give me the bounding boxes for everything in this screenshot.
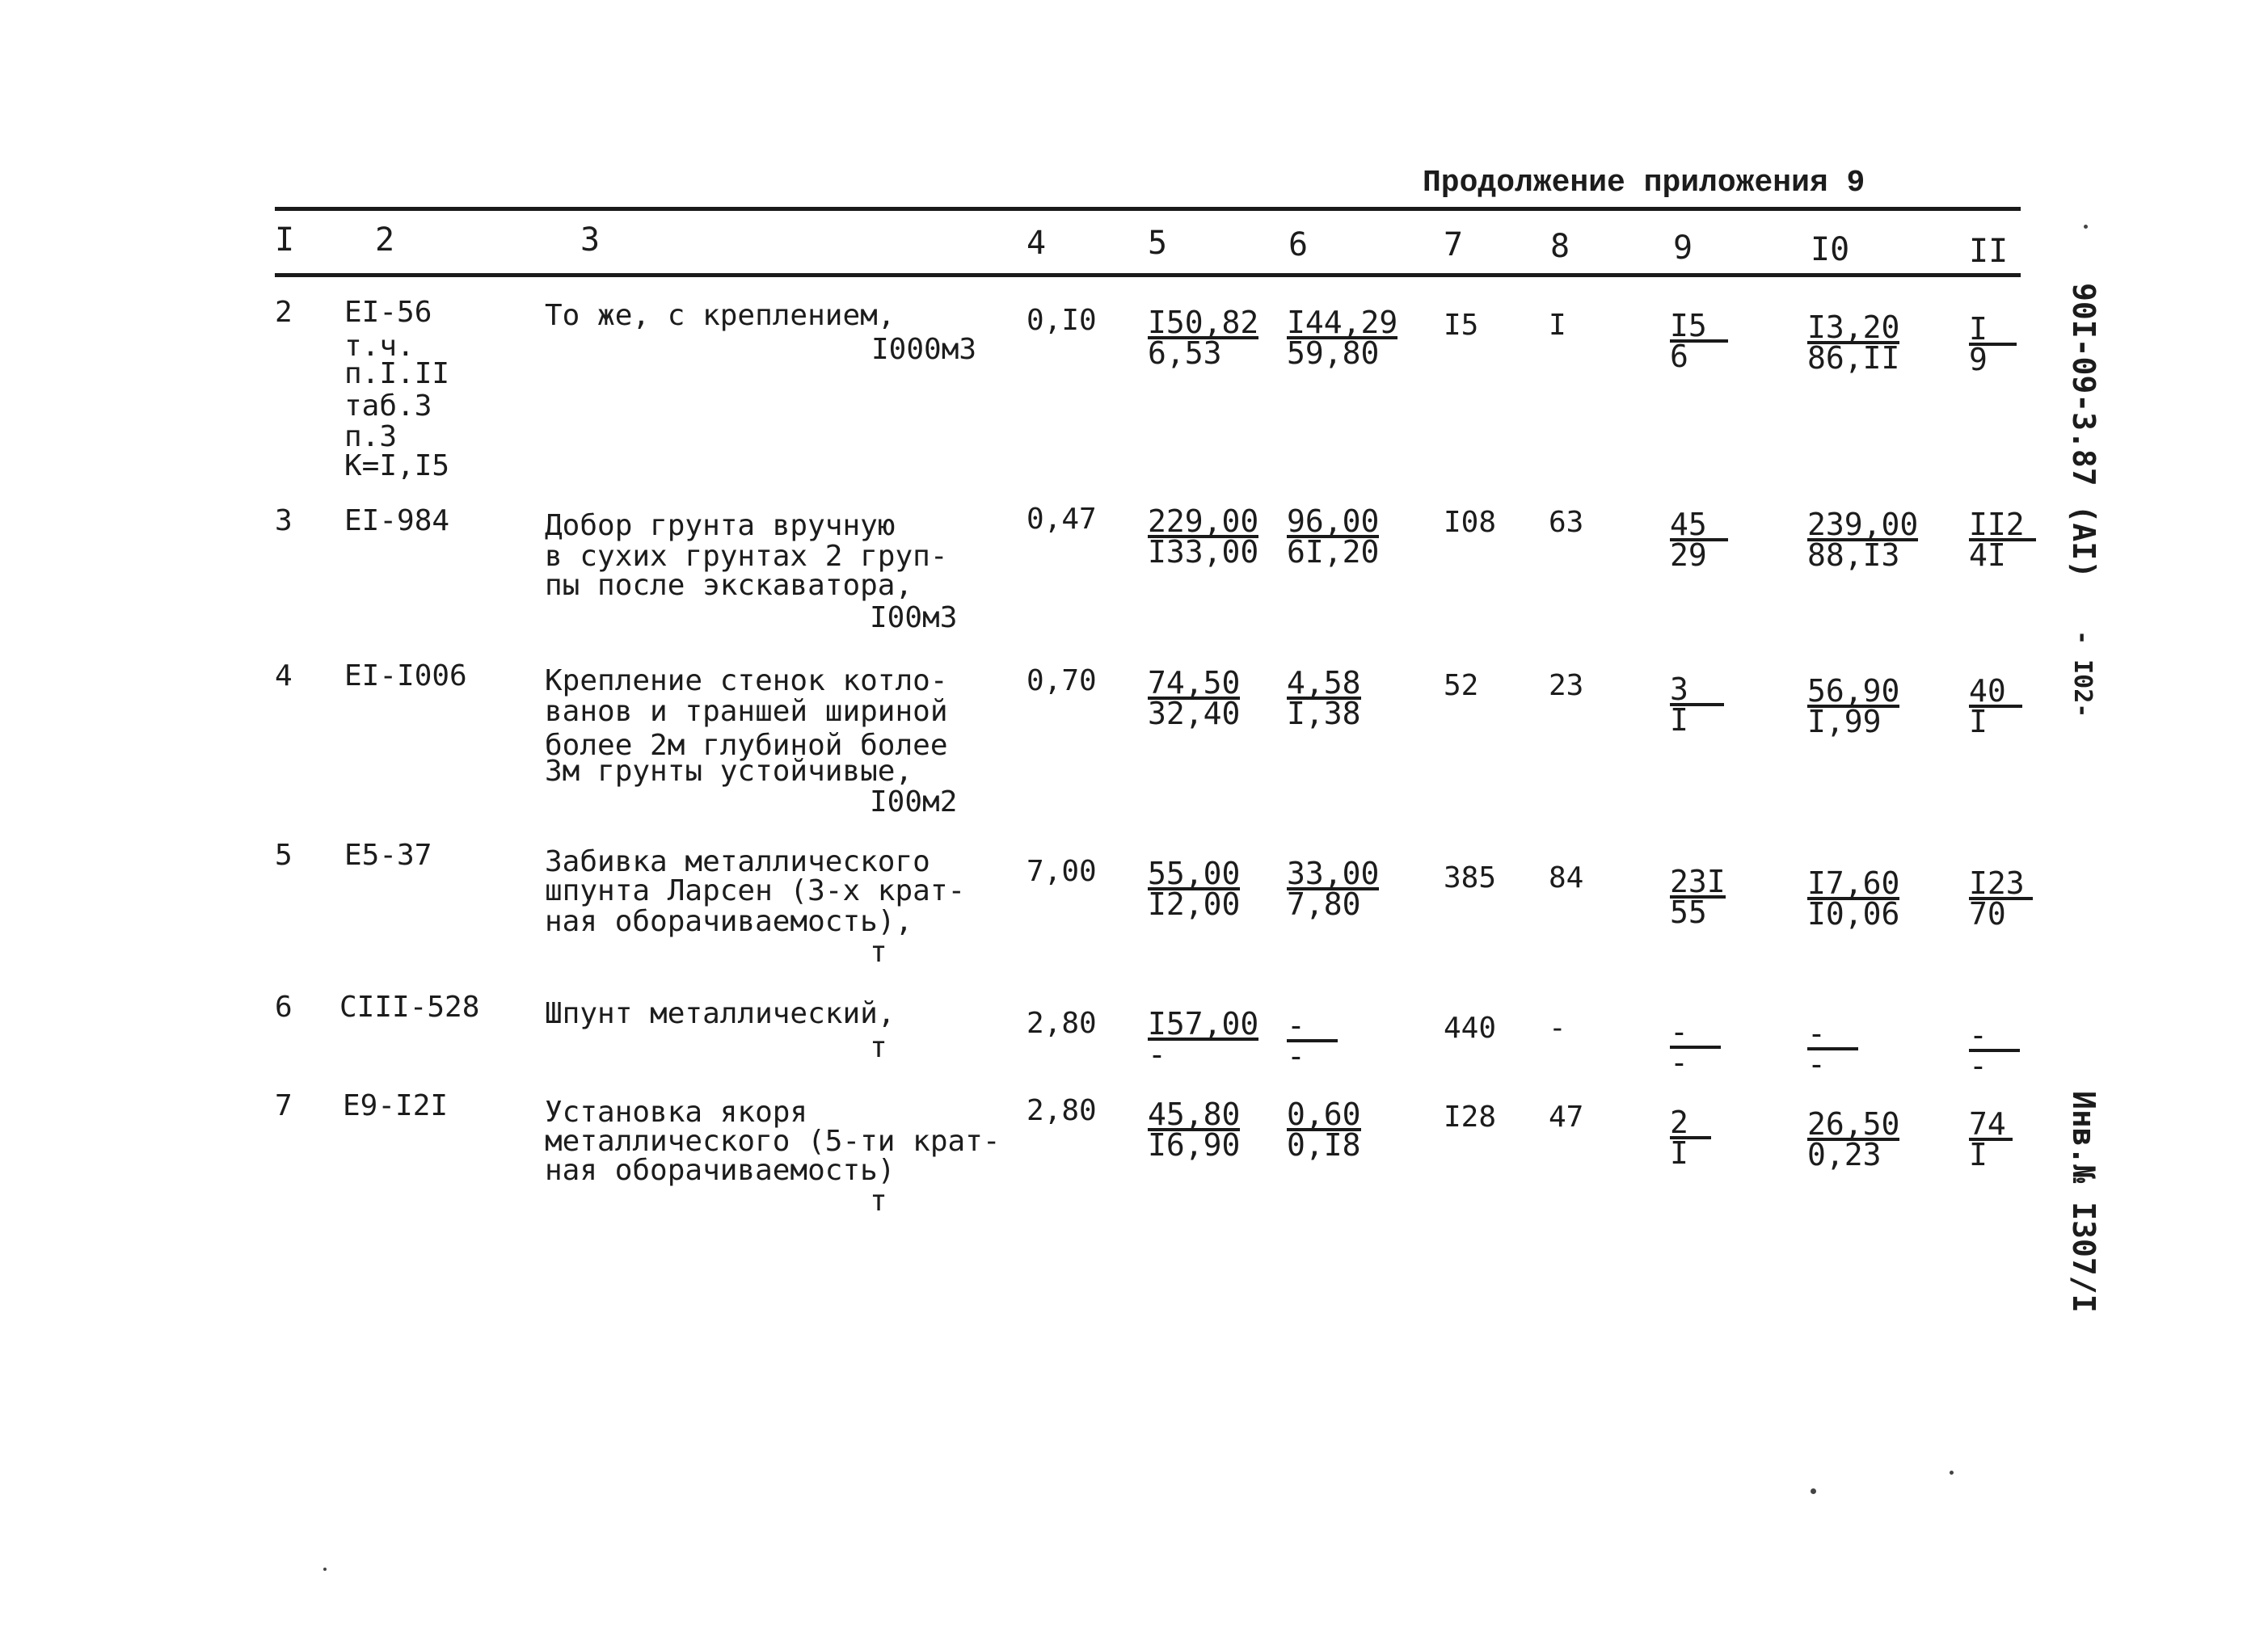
- scan-speck: [2084, 225, 2088, 229]
- fraction-top: -: [1670, 1018, 1721, 1049]
- cell-col8: 23: [1549, 669, 1584, 702]
- row-code-line: п.3: [344, 420, 398, 453]
- row-code-line: К=I,I5: [344, 449, 450, 482]
- fraction-bottom: 6,53: [1148, 335, 1222, 371]
- fraction-bottom: 29: [1670, 537, 1707, 573]
- fraction-bottom: 88,I3: [1807, 537, 1900, 573]
- document-code-side: 90I-09-3.87 (AI): [2066, 283, 2101, 579]
- col-header-10: I0: [1811, 231, 1850, 268]
- row-code-line: CIII-528: [339, 991, 480, 1024]
- cell-col11: [1969, 1106, 2013, 1172]
- fraction-top: 74: [1969, 1110, 2013, 1141]
- row-number: 4: [275, 659, 293, 692]
- fraction-top: 2: [1670, 1109, 1711, 1139]
- row-description: То же, с креплением,: [545, 299, 896, 332]
- row-description: 3м грунты устойчивые,: [545, 755, 913, 788]
- fraction-bottom: 86,II: [1807, 340, 1900, 376]
- row-code-line: таб.3: [344, 389, 432, 423]
- fraction-bottom: 59,80: [1287, 335, 1380, 371]
- fraction-top: I50,82: [1148, 305, 1259, 340]
- row-number: 3: [275, 504, 293, 537]
- row-number: 7: [275, 1089, 293, 1122]
- row-number: 6: [275, 991, 293, 1024]
- cell-col4: 7,00: [1027, 855, 1097, 888]
- row-code-line: EI-I006: [344, 659, 467, 692]
- cell-col11: [1969, 507, 2036, 573]
- fraction-top: 0,60: [1287, 1097, 1361, 1132]
- cell-col6: [1287, 305, 1398, 371]
- cell-col6: [1287, 665, 1361, 731]
- fraction-bottom: I,99: [1807, 704, 1882, 739]
- cell-col10: [1807, 865, 1900, 932]
- fraction-top: I: [1969, 315, 2017, 346]
- row-description: Забивка металлического: [545, 845, 930, 878]
- col-header-8: 8: [1550, 228, 1570, 265]
- fraction-top: I7,60: [1807, 865, 1900, 901]
- cell-col5: [1148, 305, 1259, 371]
- cell-col4: 2,80: [1027, 1094, 1097, 1127]
- fraction-top: I23: [1969, 869, 2033, 900]
- row-unit: т: [870, 936, 887, 969]
- row-description: металлического (5-ти крат-: [545, 1125, 1001, 1158]
- fraction-top: 96,00: [1287, 503, 1380, 539]
- col-header-2: 2: [375, 221, 395, 259]
- fraction-bottom: I33,00: [1148, 534, 1259, 570]
- fraction-top: 45,80: [1148, 1097, 1241, 1132]
- cell-col11: [1969, 1017, 2020, 1084]
- fraction-bottom: -: [1287, 1038, 1305, 1074]
- fraction-bottom: I: [1670, 1135, 1688, 1171]
- row-description: Установка якоря: [545, 1096, 808, 1129]
- cell-col7: 385: [1444, 861, 1497, 894]
- fraction-bottom: 0,23: [1807, 1137, 1882, 1172]
- cell-col7: I28: [1444, 1101, 1497, 1134]
- cell-col5: [1148, 503, 1259, 570]
- row-number: 5: [275, 839, 293, 872]
- cell-col11: [1969, 311, 2017, 377]
- cell-col6: [1287, 1008, 1338, 1074]
- fraction-top: 4,58: [1287, 665, 1361, 701]
- row-description: ная оборачиваемость),: [545, 905, 913, 938]
- row-description: Добор грунта вручную: [545, 509, 896, 542]
- fraction-top: 26,50: [1807, 1106, 1900, 1142]
- fraction-top: 45: [1670, 511, 1728, 541]
- row-description: ванов и траншей шириной: [545, 695, 948, 728]
- cell-col7: 440: [1444, 1012, 1497, 1045]
- cell-col9: [1670, 671, 1724, 738]
- cell-col6: [1287, 856, 1380, 922]
- row-description: в сухих грунтах 2 груп-: [545, 540, 948, 573]
- cell-col7: 52: [1444, 669, 1479, 702]
- row-description: Шпунт металлический,: [545, 997, 896, 1030]
- cell-col8: 84: [1549, 861, 1584, 894]
- fraction-top: 56,90: [1807, 673, 1900, 709]
- fraction-top: 3: [1670, 676, 1724, 706]
- cell-col8: 63: [1549, 506, 1584, 539]
- row-unit: I000м3: [871, 333, 977, 366]
- row-code-line: E9-I2I: [343, 1089, 449, 1122]
- fraction-bottom: 55: [1670, 894, 1707, 930]
- row-code-line: п.I.II: [344, 357, 450, 390]
- cell-col10: [1807, 507, 1919, 573]
- cell-col8: 47: [1549, 1101, 1584, 1134]
- row-unit: I00м3: [870, 601, 958, 634]
- cell-col4: 2,80: [1027, 1007, 1097, 1040]
- cell-col5: [1148, 1097, 1241, 1163]
- fraction-top: -: [1969, 1021, 2020, 1052]
- fraction-bottom: I0,06: [1807, 896, 1900, 932]
- col-header-11: II: [1969, 233, 2009, 270]
- fraction-top: 23I: [1670, 864, 1726, 899]
- fraction-top: I44,29: [1287, 305, 1398, 340]
- fraction-bottom: 70: [1969, 896, 2006, 932]
- table-top-rule: [275, 207, 2021, 211]
- cell-col10: [1807, 1106, 1900, 1172]
- fraction-bottom: I6,90: [1148, 1127, 1241, 1163]
- cell-col11: [1969, 673, 2022, 739]
- fraction-bottom: I2,00: [1148, 886, 1241, 922]
- fraction-top: 229,00: [1148, 503, 1259, 539]
- scan-speck: [1950, 1471, 1954, 1475]
- fraction-top: I57,00: [1148, 1006, 1259, 1042]
- cell-col7: I5: [1444, 309, 1479, 342]
- cell-col7: I08: [1444, 506, 1497, 539]
- cell-col8: I: [1549, 309, 1566, 342]
- cell-col10: [1807, 1016, 1858, 1082]
- fraction-top: 239,00: [1807, 507, 1919, 542]
- inventory-number-side: Инв.№ I307/I: [2066, 1091, 2101, 1313]
- cell-col5: [1148, 856, 1241, 922]
- cell-col8: -: [1549, 1012, 1566, 1045]
- row-unit: т: [870, 1031, 887, 1064]
- cell-col10: [1807, 309, 1900, 376]
- fraction-top: -: [1807, 1020, 1858, 1050]
- cell-col10: [1807, 673, 1900, 739]
- fraction-bottom: I: [1969, 1137, 1988, 1172]
- cell-col9: [1670, 864, 1726, 930]
- fraction-bottom: 32,40: [1148, 696, 1241, 731]
- cell-col9: [1670, 308, 1728, 374]
- col-header-4: 4: [1027, 225, 1047, 262]
- row-number: 2: [275, 296, 293, 329]
- fraction-bottom: -: [1807, 1046, 1826, 1082]
- fraction-bottom: 6: [1670, 339, 1688, 374]
- fraction-bottom: 6I,20: [1287, 534, 1380, 570]
- fraction-bottom: -: [1969, 1048, 1988, 1084]
- cell-col6: [1287, 1097, 1361, 1163]
- fraction-top: -: [1287, 1012, 1338, 1042]
- cell-col4: 0,70: [1027, 664, 1097, 697]
- row-description: пы после экскаватора,: [545, 569, 913, 602]
- table-header-rule: [275, 273, 2021, 277]
- row-code-line: E5-37: [344, 839, 432, 872]
- fraction-bottom: 9: [1969, 342, 1988, 377]
- col-header-7: 7: [1444, 226, 1464, 263]
- row-unit: I00м2: [870, 785, 958, 819]
- cell-col5: [1148, 1006, 1259, 1072]
- fraction-top: I3,20: [1807, 309, 1900, 345]
- fraction-bottom: -: [1148, 1037, 1166, 1072]
- cell-col11: [1969, 865, 2033, 932]
- fraction-bottom: I: [1670, 702, 1688, 738]
- cell-col4: 0,47: [1027, 503, 1097, 536]
- col-header-6: 6: [1288, 226, 1309, 263]
- fraction-bottom: 0,I8: [1287, 1127, 1361, 1163]
- fraction-bottom: I,38: [1287, 696, 1361, 731]
- page-number-side: - I02-: [2068, 630, 2097, 718]
- cell-col9: [1670, 1014, 1721, 1080]
- fraction-bottom: I: [1969, 704, 1988, 739]
- cell-col4: 0,I0: [1027, 304, 1097, 337]
- col-header-9: 9: [1673, 229, 1693, 267]
- fraction-top: I5: [1670, 312, 1728, 343]
- row-description: более 2м глубиной более: [545, 729, 948, 762]
- row-description: Крепление стенок котло-: [545, 664, 948, 697]
- fraction-bottom: -: [1670, 1045, 1688, 1080]
- row-code-line: EI-984: [344, 504, 450, 537]
- col-header-5: 5: [1148, 225, 1168, 262]
- row-description: шпунта Ларсен (3-х крат-: [545, 874, 966, 907]
- fraction-top: II2: [1969, 511, 2036, 541]
- row-unit: т: [870, 1185, 887, 1218]
- continuation-title: Продолжение приложения 9: [1423, 166, 1865, 200]
- row-description: ная оборачиваемость): [545, 1154, 896, 1187]
- scan-speck: [323, 1568, 327, 1571]
- cell-col9: [1670, 1105, 1711, 1171]
- row-code-line: EI-56: [344, 296, 432, 329]
- col-header-3: 3: [580, 221, 601, 259]
- fraction-bottom: 7,80: [1287, 886, 1361, 922]
- fraction-top: 55,00: [1148, 856, 1241, 891]
- cell-col5: [1148, 665, 1241, 731]
- fraction-top: 40: [1969, 677, 2022, 708]
- cell-col6: [1287, 503, 1380, 570]
- cell-col9: [1670, 507, 1728, 573]
- fraction-top: 74,50: [1148, 665, 1241, 701]
- row-code-line: т.ч.: [344, 330, 415, 363]
- scan-speck: [1811, 1488, 1816, 1494]
- fraction-bottom: 4I: [1969, 537, 2006, 573]
- col-header-1: I: [275, 221, 295, 259]
- fraction-top: 33,00: [1287, 856, 1380, 891]
